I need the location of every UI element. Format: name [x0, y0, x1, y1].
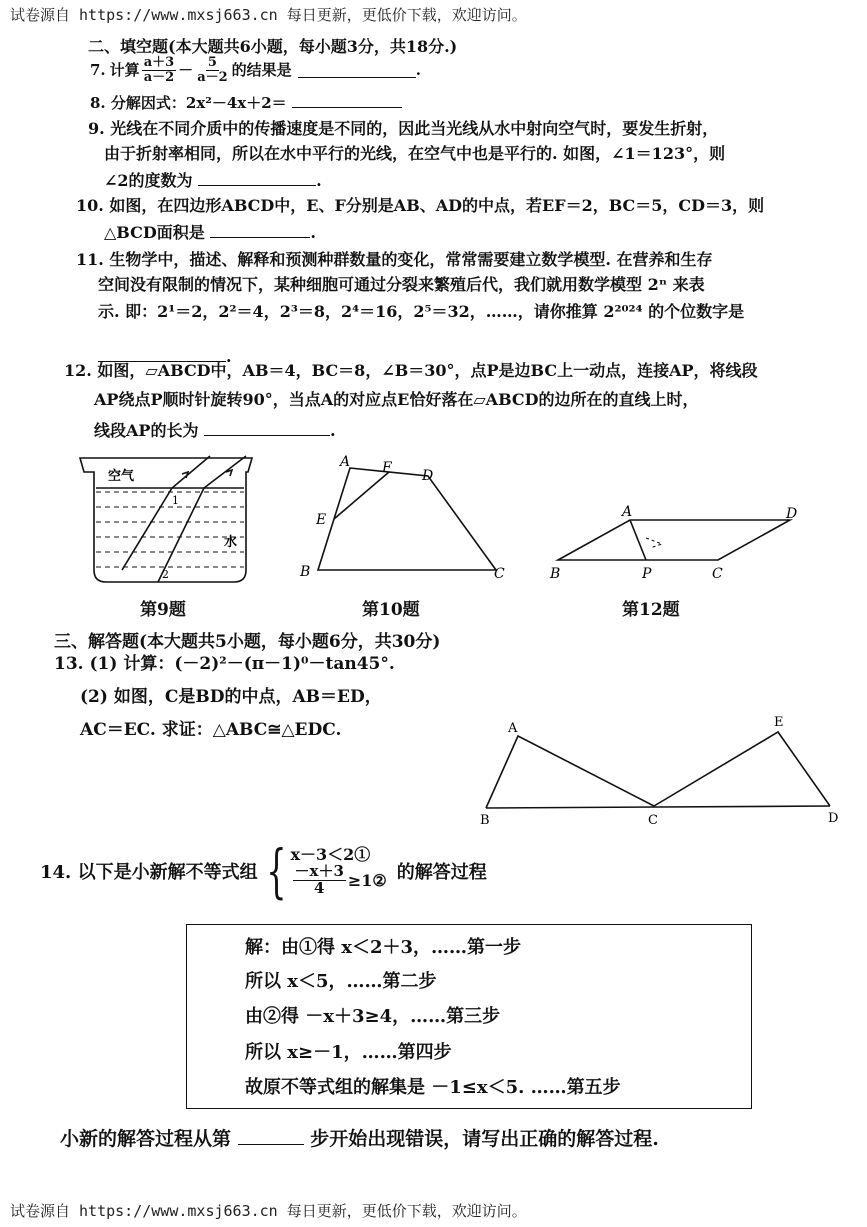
q14-conclusion-post: 步开始出现错误，请写出正确的解答过程.: [310, 1128, 659, 1150]
q14-step-blank: [238, 1126, 304, 1145]
solution-step-2: 所以 x＜5，……第二步: [245, 971, 437, 992]
rotation-dashed-mark: [646, 538, 662, 548]
q12-line-2: AP绕点P顺时针旋转90°，当点A的对应点E恰好落在▱ABCD的边所在的直线上时，: [94, 390, 699, 409]
q9-line-3: ∠2的度数为 .: [104, 171, 322, 190]
parallelogram-abcd: [558, 520, 790, 560]
q7-fraction-1-numerator: a＋3: [143, 55, 175, 70]
q13-part-2-line-2: AC＝EC. 求证：△ABC≅△EDC.: [80, 720, 342, 740]
q11-answer-blank: [98, 347, 226, 362]
q10-line-2-text: △BCD面积是: [104, 223, 205, 242]
light-ray-1: [122, 456, 210, 570]
solution-step-4: 所以 x≥－1，……第四步: [245, 1042, 452, 1063]
q13-part-1: 13. (1) 计算：(－2)²－(π－1)⁰－tan45°.: [54, 654, 395, 674]
figure-10-caption: 第10题: [362, 600, 420, 620]
q7-answer-blank: [298, 63, 416, 78]
label-water: 水: [224, 535, 238, 550]
q14-conclusion-pre: 小新的解答过程从第: [60, 1128, 232, 1150]
figure-12-caption: 第12题: [622, 600, 680, 620]
q7-fraction-2-denominator: a－2: [197, 69, 228, 85]
figure-12-parallelogram-diagram: [546, 500, 806, 584]
q7-minus: －: [178, 60, 194, 79]
fig12-label-d: D: [786, 506, 798, 522]
inequality-2-denominator: 4: [313, 879, 325, 898]
inequality-2-fraction: [293, 864, 346, 897]
inequality-2: [291, 864, 387, 897]
fig12-label-c: C: [712, 566, 723, 582]
figure-13-triangles-diagram: [472, 710, 852, 830]
triangle-edc: [654, 732, 830, 806]
system-brace: {: [265, 837, 287, 905]
segment-ap: [630, 520, 646, 560]
section-2-heading: 二、填空题(本大题共6小题，每小题3分，共18分.): [88, 37, 458, 56]
fig13-label-c: C: [648, 813, 658, 828]
fig12-label-p: P: [642, 566, 652, 582]
segment-ef: [334, 472, 389, 519]
q8-answer-blank: [292, 93, 402, 108]
q9-line-3-text: ∠2的度数为: [104, 171, 193, 190]
solution-box: [186, 924, 752, 1109]
label-angle-2: 2: [162, 568, 169, 581]
inequality-2-rest: ≥1②: [347, 871, 387, 890]
question-14-statement: [40, 837, 487, 905]
q14-pre: 14. 以下是小新解不等式组: [40, 862, 258, 883]
q10-line-1: 10. 如图，在四边形ABCD中，E、F分别是AB、AD的中点，若EF＝2，BC＝5，CD＝3，则: [76, 196, 765, 215]
fig13-label-a: A: [508, 721, 518, 736]
q10-answer-blank: [210, 223, 310, 238]
fig10-label-b: B: [300, 564, 311, 580]
fig12-label-b: B: [550, 566, 561, 582]
solution-step-1: 解：由①得 x＜2＋3，……第一步: [245, 937, 522, 958]
figure-10-quadrilateral-diagram: [296, 452, 516, 582]
inequality-system: [291, 845, 387, 897]
q7-fraction-2-numerator: 5: [207, 55, 217, 70]
q14-post: 的解答过程: [396, 862, 487, 883]
fig10-label-e: E: [316, 512, 327, 528]
fig13-label-b: B: [480, 813, 490, 828]
q7-post: 的结果是: [231, 60, 292, 79]
q11-answer-blank-line: .: [98, 347, 232, 366]
q9-line-1: 9. 光线在不同介质中的传播速度是不同的，因此当光线从水中射向空气时，要发生折射，: [88, 119, 719, 138]
question-7: [90, 56, 421, 84]
label-angle-1: 1: [172, 494, 179, 507]
q7-fraction-1: [142, 56, 176, 84]
q10-line-2: △BCD面积是 .: [104, 223, 316, 242]
fig12-label-a: A: [622, 504, 633, 520]
q7-period: .: [415, 60, 421, 79]
q14-conclusion: [60, 1124, 659, 1151]
solution-step-3: 由②得 －x＋3≥4，……第三步: [245, 1006, 501, 1027]
fig10-label-a: A: [340, 454, 351, 470]
fig13-label-e: E: [774, 715, 784, 730]
inequality-1: x－3＜2①: [290, 845, 371, 865]
ray-2-arrow: [226, 470, 232, 476]
segment-bd: [486, 806, 830, 808]
fig13-label-d: D: [828, 811, 839, 826]
q12-line-3: 线段AP的长为 .: [94, 421, 336, 440]
light-ray-2: [158, 456, 246, 582]
q8-text: 8. 分解因式：2x²－4x＋2＝: [90, 94, 287, 112]
solution-step-5: 故原不等式组的解集是 －1≤x＜5. ……第五步: [245, 1077, 621, 1098]
inequality-2-numerator: －x＋3: [294, 862, 344, 881]
q12-line-3-text: 线段AP的长为: [94, 421, 199, 440]
q9-line-2: 由于折射率相同，所以在水中平行的光线，在空气中也是平行的. 如图，∠1＝123°，则: [104, 144, 726, 163]
figure-9-beaker-diagram: [76, 452, 256, 587]
figure-9-caption: 第9题: [140, 600, 186, 620]
q7-pre: 计算: [109, 60, 140, 79]
quadrilateral-abcd: [318, 468, 496, 570]
q11-line-3: 示. 即：2¹＝2，2²＝4，2³＝8，2⁴＝16，2⁵＝32，……，请你推算 2²⁰²⁴ 的个位数字是: [98, 302, 745, 321]
fig10-label-d: D: [422, 468, 434, 484]
q7-fraction-2: [195, 56, 229, 84]
q7-number: 7.: [90, 60, 106, 79]
q11-line-1: 11. 生物学中，描述、解释和预测种群数量的变化，常常需要建立数学模型. 在营养和生存: [76, 250, 713, 269]
beaker-outline: [80, 458, 252, 582]
question-8: [90, 93, 402, 111]
bottom-watermark: 试卷源自 https://www.mxsj663.cn 每日更新，更低价下载，欢迎访问。: [10, 1202, 527, 1220]
q12-answer-blank: [204, 421, 330, 436]
top-watermark: 试卷源自 https://www.mxsj663.cn 每日更新，更低价下载，欢迎访问。: [10, 6, 527, 24]
triangle-abc: [486, 736, 654, 808]
q9-answer-blank: [198, 171, 316, 186]
q12-line-1: 12. 如图，▱ABCD中，AB＝4，BC＝8，∠B＝30°，点P是边BC上一动点，连接AP，将线段: [64, 361, 758, 380]
q13-part-2-line-1: (2) 如图，C是BD的中点，AB＝ED，: [80, 687, 382, 707]
label-air: 空气: [108, 469, 135, 484]
fig10-label-c: C: [494, 566, 505, 582]
section-3-heading: 三、解答题(本大题共5小题，每小题6分，共30分): [54, 632, 441, 652]
q11-line-2: 空间没有限制的情况下，某种细胞可通过分裂来繁殖后代，我们就用数学模型 2ⁿ 来表: [98, 275, 705, 294]
fig10-label-f: F: [382, 460, 392, 476]
q7-fraction-1-denominator: a－2: [143, 69, 175, 85]
